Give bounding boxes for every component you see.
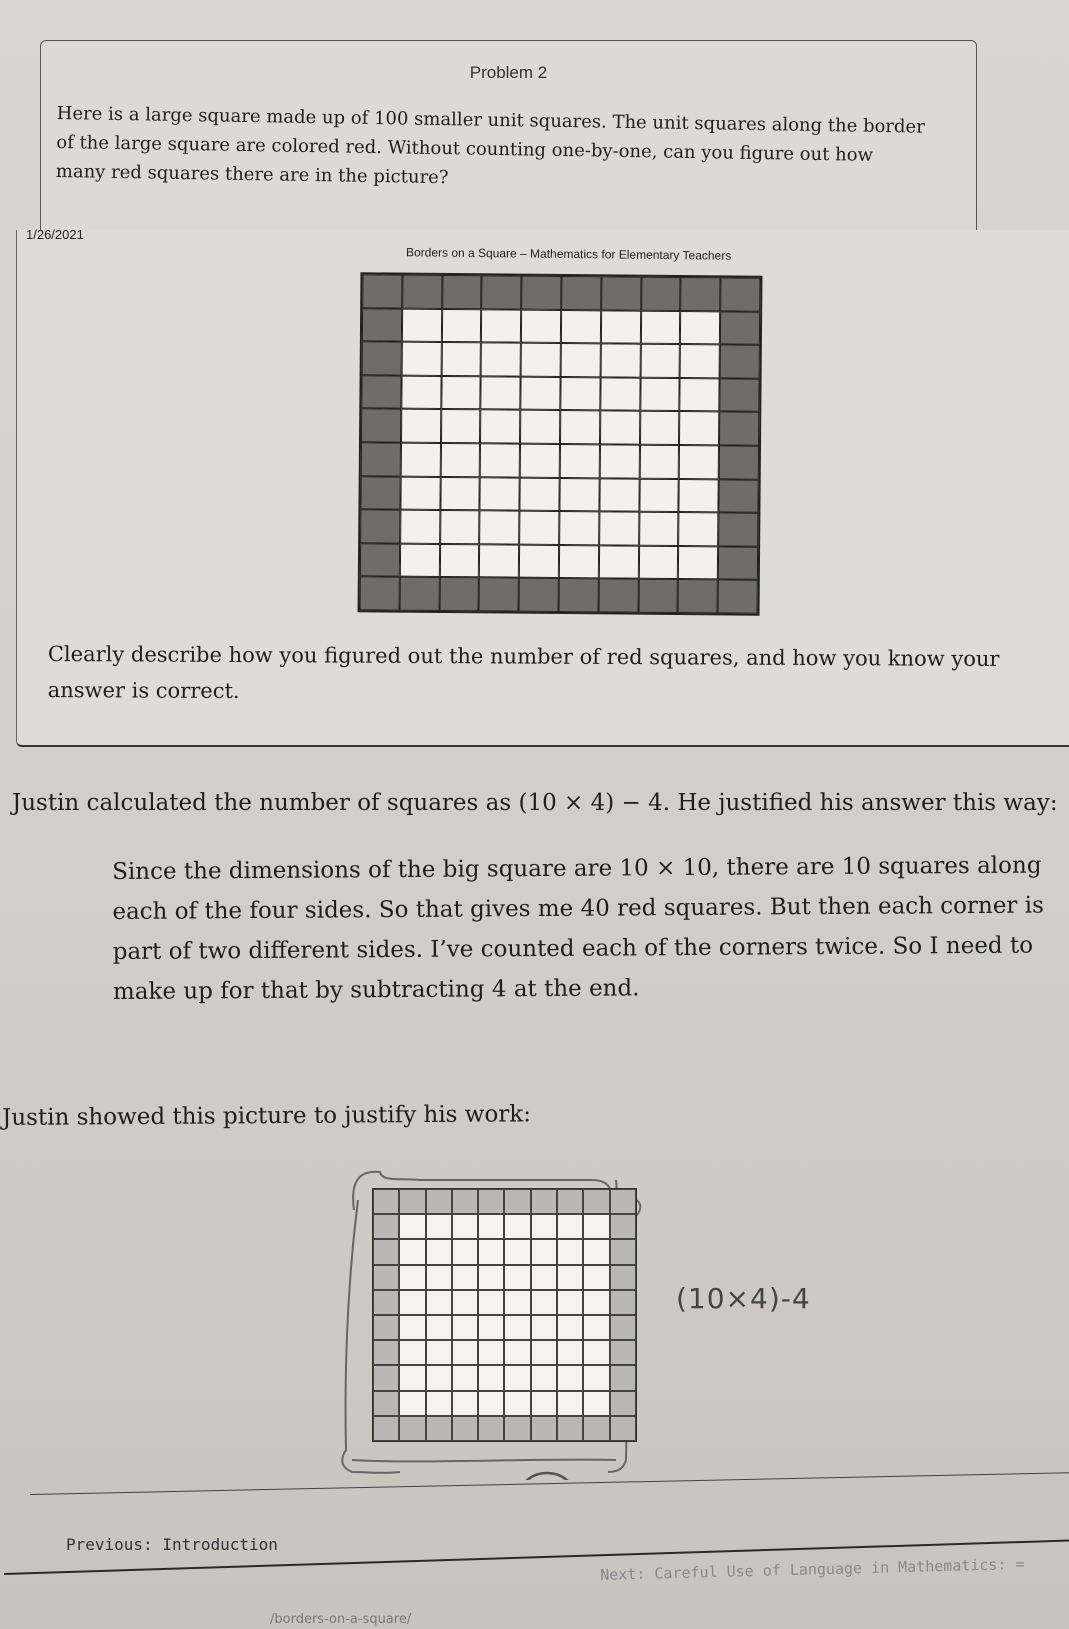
- border-square: [519, 578, 559, 612]
- border-square: [719, 412, 759, 446]
- inner-square: [441, 309, 481, 343]
- justin-calculation: Justin calculated the number of squares as (10 × 4) − 4. He justified his answer this way:: [12, 790, 1058, 816]
- inner-square: [639, 478, 679, 512]
- inner-square: [426, 1340, 452, 1365]
- inner-square: [478, 1365, 504, 1390]
- inner-square: [557, 1365, 583, 1390]
- border-square: [583, 1189, 609, 1214]
- inner-square: [399, 1214, 425, 1239]
- inner-square: [399, 1315, 425, 1340]
- border-square: [583, 1416, 609, 1441]
- inner-square: [680, 344, 720, 378]
- inner-square: [452, 1315, 478, 1340]
- inner-square: [560, 444, 600, 478]
- border-square: [373, 1214, 399, 1239]
- inner-square: [583, 1265, 609, 1290]
- border-square: [360, 509, 400, 543]
- inner-square: [480, 443, 520, 477]
- inner-square: [441, 376, 481, 410]
- border-square: [720, 345, 760, 379]
- border-square: [610, 1416, 636, 1441]
- inner-square: [400, 476, 440, 510]
- inner-square: [399, 1365, 425, 1390]
- border-square: [479, 578, 519, 612]
- inner-square: [583, 1290, 609, 1315]
- border-square: [610, 1365, 636, 1390]
- inner-square: [401, 443, 441, 477]
- border-square: [478, 1189, 504, 1214]
- inner-square: [583, 1365, 609, 1390]
- inner-square: [531, 1365, 557, 1390]
- inner-square: [478, 1290, 504, 1315]
- border-square: [719, 445, 759, 479]
- inner-square: [440, 443, 480, 477]
- border-square: [610, 1290, 636, 1315]
- inner-square: [426, 1365, 452, 1390]
- inner-square: [561, 310, 601, 344]
- border-square: [557, 1189, 583, 1214]
- inner-square: [504, 1290, 530, 1315]
- inner-square: [599, 478, 639, 512]
- border-square: [426, 1416, 452, 1441]
- border-square: [373, 1340, 399, 1365]
- inner-square: [519, 511, 559, 545]
- inner-square: [599, 545, 639, 579]
- inner-square: [478, 1391, 504, 1416]
- border-square: [678, 579, 718, 613]
- inner-square: [504, 1214, 530, 1239]
- inner-square: [521, 343, 561, 377]
- print-header: Borders on a Square – Mathematics for Elementary Teachers: [405, 245, 732, 263]
- inner-square: [680, 311, 720, 345]
- border-square: [641, 277, 681, 311]
- border-square: [638, 579, 678, 613]
- inner-square: [401, 409, 441, 443]
- inner-square: [504, 1340, 530, 1365]
- inner-square: [400, 510, 440, 544]
- border-square: [610, 1265, 636, 1290]
- border-square: [478, 1416, 504, 1441]
- inner-square: [399, 1265, 425, 1290]
- border-square: [719, 479, 759, 513]
- inner-square: [561, 343, 601, 377]
- inner-square: [599, 512, 639, 546]
- inner-square: [520, 477, 560, 511]
- bottom-side-loop: [352, 1460, 616, 1462]
- inner-square: [402, 308, 442, 342]
- inner-square: [583, 1340, 609, 1365]
- border-square: [360, 543, 400, 577]
- inner-square: [560, 377, 600, 411]
- border-square: [373, 1315, 399, 1340]
- border-square: [426, 1189, 452, 1214]
- inner-square: [520, 444, 560, 478]
- border-square: [373, 1189, 399, 1214]
- border-square: [504, 1416, 530, 1441]
- inner-square: [401, 342, 441, 376]
- border-square: [482, 275, 522, 309]
- inner-square: [639, 445, 679, 479]
- border-square: [362, 274, 402, 308]
- inner-square: [531, 1290, 557, 1315]
- justin-hand-drawn-grid: [372, 1188, 637, 1442]
- previous-link[interactable]: Previous: Introduction: [66, 1535, 278, 1554]
- inner-square: [559, 545, 599, 579]
- inner-square: [557, 1340, 583, 1365]
- inner-square: [557, 1391, 583, 1416]
- inner-square: [504, 1239, 530, 1264]
- inner-square: [480, 477, 520, 511]
- inner-square: [583, 1239, 609, 1264]
- inner-square: [679, 445, 719, 479]
- border-square: [531, 1416, 557, 1441]
- border-square: [360, 577, 400, 611]
- inner-square: [640, 310, 680, 344]
- border-square: [598, 579, 638, 613]
- inner-square: [601, 310, 641, 344]
- inner-square: [452, 1365, 478, 1390]
- inner-square: [439, 544, 479, 578]
- inner-square: [520, 376, 560, 410]
- inner-square: [452, 1391, 478, 1416]
- border-square: [521, 276, 561, 310]
- inner-square: [426, 1290, 452, 1315]
- border-square: [360, 476, 400, 510]
- inner-square: [583, 1391, 609, 1416]
- border-square: [373, 1239, 399, 1264]
- inner-square: [638, 545, 678, 579]
- inner-square: [478, 1239, 504, 1264]
- inner-square: [452, 1239, 478, 1264]
- inner-square: [452, 1265, 478, 1290]
- inner-square: [531, 1340, 557, 1365]
- border-square: [373, 1416, 399, 1441]
- top-sheet: [40, 40, 977, 242]
- inner-square: [639, 512, 679, 546]
- inner-square: [600, 444, 640, 478]
- inner-square: [600, 377, 640, 411]
- border-square: [610, 1391, 636, 1416]
- red-border-square-grid: [358, 272, 763, 615]
- border-square: [361, 375, 401, 409]
- border-square: [681, 277, 721, 311]
- inner-square: [521, 309, 561, 343]
- border-square: [452, 1189, 478, 1214]
- inner-square: [600, 344, 640, 378]
- inner-square: [481, 376, 521, 410]
- inner-square: [640, 411, 680, 445]
- inner-square: [481, 309, 521, 343]
- inner-square: [426, 1265, 452, 1290]
- inner-square: [559, 478, 599, 512]
- inner-square: [504, 1391, 530, 1416]
- inner-square: [557, 1315, 583, 1340]
- inner-square: [520, 410, 560, 444]
- border-square: [361, 442, 401, 476]
- border-square: [610, 1315, 636, 1340]
- justin-picture-label: Justin showed this picture to justify his work:: [2, 1101, 532, 1131]
- inner-square: [426, 1239, 452, 1264]
- border-square: [452, 1416, 478, 1441]
- inner-square: [478, 1340, 504, 1365]
- inner-square: [426, 1214, 452, 1239]
- border-square: [442, 275, 482, 309]
- inner-square: [399, 1340, 425, 1365]
- border-square: [561, 276, 601, 310]
- border-square: [362, 341, 402, 375]
- border-square: [557, 1416, 583, 1441]
- describe-instructions: Clearly describe how you figured out the number of red squares, and how you know your answer is correct.: [47, 641, 1000, 704]
- border-square: [718, 513, 758, 547]
- border-square: [399, 1416, 425, 1441]
- inner-square: [480, 410, 520, 444]
- border-square: [531, 1189, 557, 1214]
- border-square: [559, 578, 599, 612]
- inner-square: [680, 378, 720, 412]
- inner-square: [583, 1315, 609, 1340]
- inner-square: [583, 1214, 609, 1239]
- inner-square: [557, 1290, 583, 1315]
- inner-square: [678, 546, 718, 580]
- border-square: [399, 1189, 425, 1214]
- inner-square: [557, 1214, 583, 1239]
- border-square: [373, 1365, 399, 1390]
- inner-square: [481, 342, 521, 376]
- border-square: [373, 1391, 399, 1416]
- url-fragment: /borders-on-a-square/: [270, 1612, 412, 1627]
- inner-square: [504, 1265, 530, 1290]
- border-square: [610, 1340, 636, 1365]
- handwritten-expression: (10×4)-4: [676, 1282, 811, 1315]
- inner-square: [441, 409, 481, 443]
- border-square: [610, 1214, 636, 1239]
- inner-square: [478, 1214, 504, 1239]
- border-square: [373, 1265, 399, 1290]
- inner-square: [452, 1340, 478, 1365]
- inner-square: [478, 1315, 504, 1340]
- inner-square: [426, 1391, 452, 1416]
- border-square: [361, 409, 401, 443]
- border-square: [402, 275, 442, 309]
- inner-square: [557, 1265, 583, 1290]
- inner-square: [531, 1315, 557, 1340]
- inner-square: [679, 411, 719, 445]
- inner-square: [560, 410, 600, 444]
- border-square: [718, 580, 758, 614]
- inner-square: [504, 1365, 530, 1390]
- inner-square: [531, 1391, 557, 1416]
- inner-square: [679, 479, 719, 513]
- print-date: 1/26/2021: [26, 227, 84, 242]
- inner-square: [557, 1239, 583, 1264]
- border-square: [373, 1290, 399, 1315]
- border-square: [601, 276, 641, 310]
- border-square: [720, 311, 760, 345]
- inner-square: [640, 377, 680, 411]
- inner-square: [504, 1315, 530, 1340]
- inner-square: [399, 1391, 425, 1416]
- border-square: [720, 277, 760, 311]
- justin-justification-quote: Since the dimensions of the big square are 10 × 10, there are 10 squares along each of the four sides. So that gives me 40 red squares. But then each corner is part of two different sides. I’ve counted each of the corners twice. So I need to make up for that by subtracting 4 at the end.: [112, 852, 1044, 1005]
- border-square: [719, 378, 759, 412]
- inner-square: [531, 1239, 557, 1264]
- inner-square: [531, 1265, 557, 1290]
- inner-square: [452, 1290, 478, 1315]
- inner-square: [440, 510, 480, 544]
- inner-square: [640, 344, 680, 378]
- inner-square: [480, 510, 520, 544]
- inner-square: [426, 1315, 452, 1340]
- next-link[interactable]: Next: Careful Use of Language in Mathematics: =: [600, 1554, 1025, 1584]
- inner-square: [559, 511, 599, 545]
- inner-square: [479, 544, 519, 578]
- border-square: [610, 1189, 636, 1214]
- border-square: [399, 577, 439, 611]
- inner-square: [519, 544, 559, 578]
- border-square: [362, 308, 402, 342]
- border-square: [718, 546, 758, 580]
- inner-square: [441, 342, 481, 376]
- inner-square: [440, 477, 480, 511]
- inner-square: [531, 1214, 557, 1239]
- inner-square: [600, 411, 640, 445]
- inner-square: [399, 1290, 425, 1315]
- inner-square: [400, 543, 440, 577]
- problem-text: Here is a large square made up of 100 smaller unit squares. The unit squares along the border of the large square are colored red. Without counting one-by-one, can you figure out how many red squares there are in the picture?: [55, 102, 925, 189]
- inner-square: [478, 1265, 504, 1290]
- border-square: [439, 577, 479, 611]
- inner-square: [679, 512, 719, 546]
- problem-title: Problem 2: [469, 63, 548, 82]
- inner-square: [399, 1239, 425, 1264]
- border-square: [610, 1239, 636, 1264]
- inner-square: [452, 1214, 478, 1239]
- border-square: [504, 1189, 530, 1214]
- inner-square: [401, 375, 441, 409]
- bottom-circle: [520, 1473, 574, 1480]
